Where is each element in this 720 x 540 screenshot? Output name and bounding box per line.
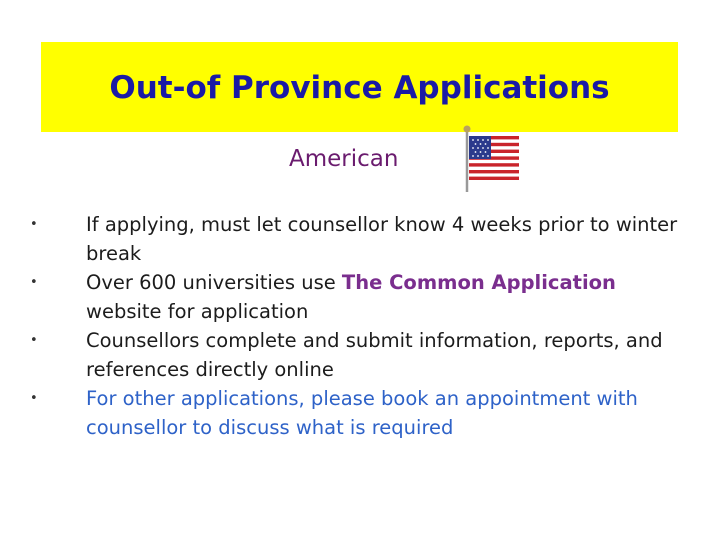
subtitle: American: [289, 146, 399, 172]
bullet-item: [30, 384, 690, 442]
bullet-item: [30, 210, 690, 268]
bullet-text: Counsellors complete and submit information, reports, and references directly online: [86, 329, 663, 381]
bullet-text-after: website for application: [86, 300, 309, 323]
bullet-icon: •: [30, 217, 38, 232]
common-application-emphasis: The Common Application: [341, 271, 616, 294]
bullet-text: For other applications, please book an appointment with counsellor to discuss what is required: [86, 387, 638, 439]
bullet-icon: •: [30, 391, 38, 406]
bullet-item: [30, 268, 690, 326]
bullet-icon: •: [30, 275, 38, 290]
bullet-item: [30, 326, 690, 384]
bullet-text-before: Over 600 universities use: [86, 271, 342, 294]
bullet-icon: •: [30, 333, 38, 348]
us-flag-icon: [460, 124, 524, 194]
bullet-list: [30, 210, 690, 442]
bullet-text: If applying, must let counsellor know 4 weeks prior to winter break: [86, 213, 678, 265]
slide-title: Out-of Province Applications: [109, 70, 610, 106]
title-banner: [41, 42, 678, 132]
